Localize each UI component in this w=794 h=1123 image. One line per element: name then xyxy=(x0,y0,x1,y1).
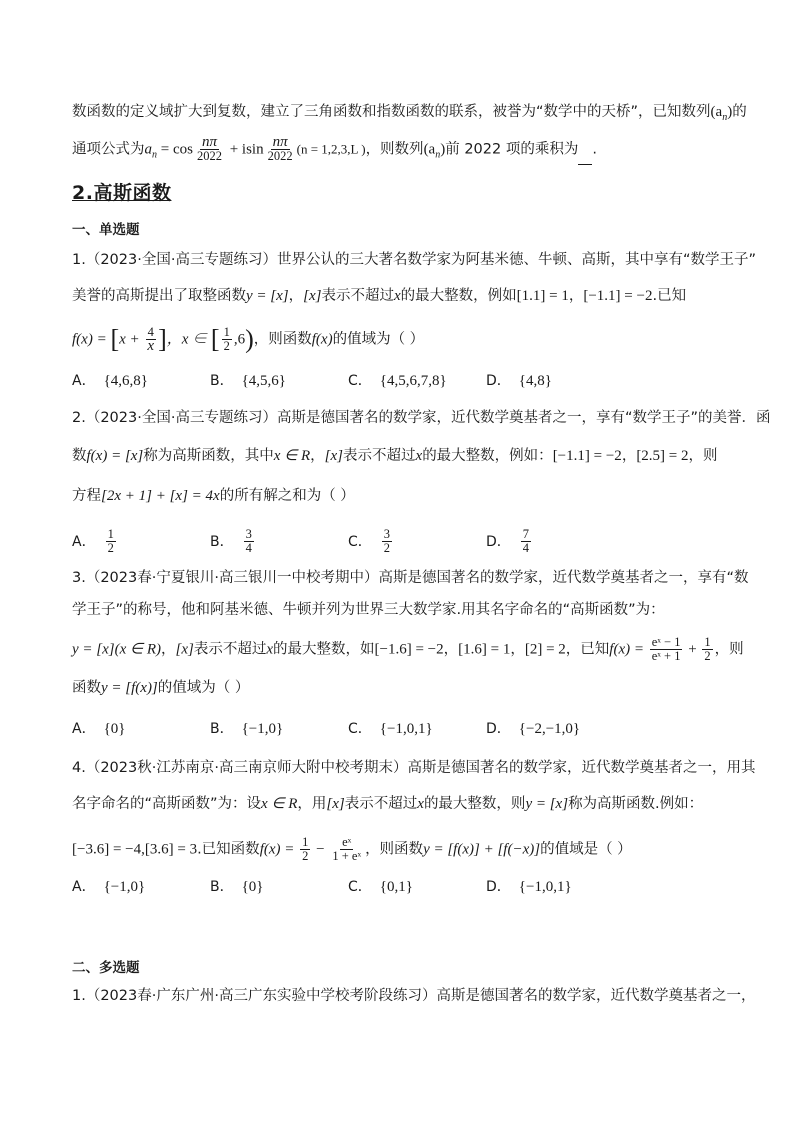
q1-options xyxy=(72,370,624,392)
q3-line-3: y = [x](x ∈ R)，[x]表示不超过x的最大整数，如[−1.6] = −2，[1.6] = 1，[2] = 2，已知f(x) = $\frac{\text{eˣ − 1}}{\text{eˣ + 1}}$ + $\frac{1}{2}$ ，则 xyxy=(72,635,744,663)
q4-option-b[interactable]: B． {0} xyxy=(210,879,264,895)
seq-close-2: ) xyxy=(440,141,446,158)
q3-option-c[interactable]: C． {−1,0,1} xyxy=(348,721,433,737)
q3-line-4: 函数y = [f(x)]的值域为（ ） xyxy=(72,680,250,696)
q1-option-a[interactable]: A． {4,6,8} xyxy=(72,373,148,389)
intro-formula-lead: 通项公式为 xyxy=(72,141,145,158)
q1-option-b[interactable]: B． {4,5,6} xyxy=(210,373,287,389)
q4-line-2: 名字命名的“高斯函数”为：设x ∈ R，用[x]表示不超过x的最大整数，则y = [x]称为高斯函数.例如： xyxy=(72,796,704,812)
q3-option-b[interactable]: B． {−1,0} xyxy=(210,721,284,737)
q2-options xyxy=(72,528,624,555)
intro-line-1 xyxy=(72,102,747,128)
q1-floor-def: y = [x] xyxy=(246,288,289,304)
q1-line-3: f(x) = [x + $\frac{4}{x}$ ]，x ∈ [ $\frac{1}{2}$ ,6)，则函数f(x)的值域为（ ） xyxy=(72,324,425,354)
q2-option-b[interactable]: B． $\frac{3}{4}$ xyxy=(210,527,252,555)
intro-line-2: 通项公式为$a_n = \cos$ $\frac{n\pi}{2022}$ + isin $\frac{n\pi}{2022}$ (n = 1,2,3,L )，则数列$(a_n)$前 2022 项的乘积为 . xyxy=(72,136,597,165)
q4-line-1: 4.（2023秋·江苏南京·高三南京师大附中校考期末）高斯是德国著名的数学家，近代数学奠基者之一，用其 xyxy=(72,760,756,776)
q4-option-c[interactable]: C． {0,1} xyxy=(348,879,413,895)
formula-lhs: a xyxy=(144,141,152,158)
single-choice-header: 一、单选题 xyxy=(72,222,140,238)
q2-option-d[interactable]: D． $\frac{7}{4}$ xyxy=(486,527,530,555)
formula-frac-2: $\frac{n\pi}{2022}$ xyxy=(267,134,293,163)
q1-frac: $\frac{4}{x}$ xyxy=(147,325,155,354)
q1-line-1: 1.（2023·全国·高三专题练习）世界公认的三大著名数学家为阿基米德、牛顿、高斯，其中享有“数学王子” xyxy=(72,252,756,268)
q1-line-2: 美誉的高斯提出了取整函数y = [x]，[x]表示不超过x的最大整数，例如[1.1] = 1，[−1.1] = −2.已知 xyxy=(72,288,687,304)
q2-line-2: 数f(x) = [x]称为高斯函数，其中x ∈ R，[x]表示不超过x的最大整数，例如：[−1.1] = −2，[2.5] = 2，则 xyxy=(72,448,718,464)
formula-isin: + isin xyxy=(225,141,264,158)
seq-open-2: (a xyxy=(423,141,436,158)
q2-option-c[interactable]: C． $\frac{3}{2}$ xyxy=(348,527,391,555)
formula-range: (n = 1,2,3,L ) xyxy=(296,141,366,157)
intro-mid: ，则数列 xyxy=(365,141,424,158)
q1-option-c[interactable]: C． {4,5,6,7,8} xyxy=(348,373,447,389)
intro-question: 前 2022 项的乘积为 xyxy=(445,141,579,158)
q2-line-1: 2.（2023·全国·高三专题练习）高斯是德国著名的数学家，近代数学奠基者之一，享有“数学王子”的美誉．函 xyxy=(72,410,771,426)
q3-option-d[interactable]: D． {−2,−1,0} xyxy=(486,721,581,737)
q4-option-a[interactable]: A． {−1,0} xyxy=(72,879,146,895)
q1-option-d[interactable]: D． {4,8} xyxy=(486,373,552,389)
intro-text: 数函数的定义域扩大到复数，建立了三角函数和指数函数的联系，被誉为“数学中的天桥”，已知数列 xyxy=(72,104,711,120)
q4-line-3: [−3.6] = −4,[3.6] = 3.已知函数f(x) = $\frac{1}{2}$ − $\frac{\text{eˣ}}{\text{1 + eˣ}}$ ，则函数y = [f(x)] + [f(−x)]的值域是（ ） xyxy=(72,835,632,863)
seq-sub-2: n xyxy=(435,149,441,161)
q3-option-a[interactable]: A． {0} xyxy=(72,721,126,737)
q1-f-def: f(x) = xyxy=(72,331,111,348)
formula-frac-1: $\frac{n\pi}{2022}$ xyxy=(196,134,222,163)
q3-options xyxy=(72,718,624,740)
seq-open: (a xyxy=(710,104,723,120)
q2-line-3: 方程[2x + 1] + [x] = 4x的所有解之和为（ ） xyxy=(72,488,355,504)
intro-end: 的 xyxy=(732,104,747,120)
q3-line-2: 学王子”的称号，他和阿基米德、牛顿并列为世界三大数学家.用其名字命名的“高斯函数”为： xyxy=(72,602,665,618)
q2-option-a[interactable]: A． $\frac{1}{2}$ xyxy=(72,527,114,555)
q1-domain-frac: $\frac{1}{2}$ xyxy=(223,325,230,353)
formula-sub: n xyxy=(152,149,157,161)
q4-option-d[interactable]: D． {−1,0,1} xyxy=(486,879,572,895)
seq-sub: n xyxy=(722,111,728,123)
seq-close: ) xyxy=(727,104,733,120)
answer-blank xyxy=(578,150,592,165)
section-title: 2.高斯函数 xyxy=(72,182,172,204)
multi-choice-header: 二、多选题 xyxy=(72,960,140,976)
m1-line-1: 1.（2023春·广东广州·高三广东实验中学校考阶段练习）高斯是德国著名的数学家，近代数学奠基者之一， xyxy=(72,988,756,1004)
q3-line-1: 3.（2023春·宁夏银川·高三银川一中校考期中）高斯是德国著名的数学家，近代数学奠基者之一，享有“数 xyxy=(72,570,749,586)
formula-cos: = cos xyxy=(157,141,193,158)
q4-options xyxy=(72,876,624,898)
